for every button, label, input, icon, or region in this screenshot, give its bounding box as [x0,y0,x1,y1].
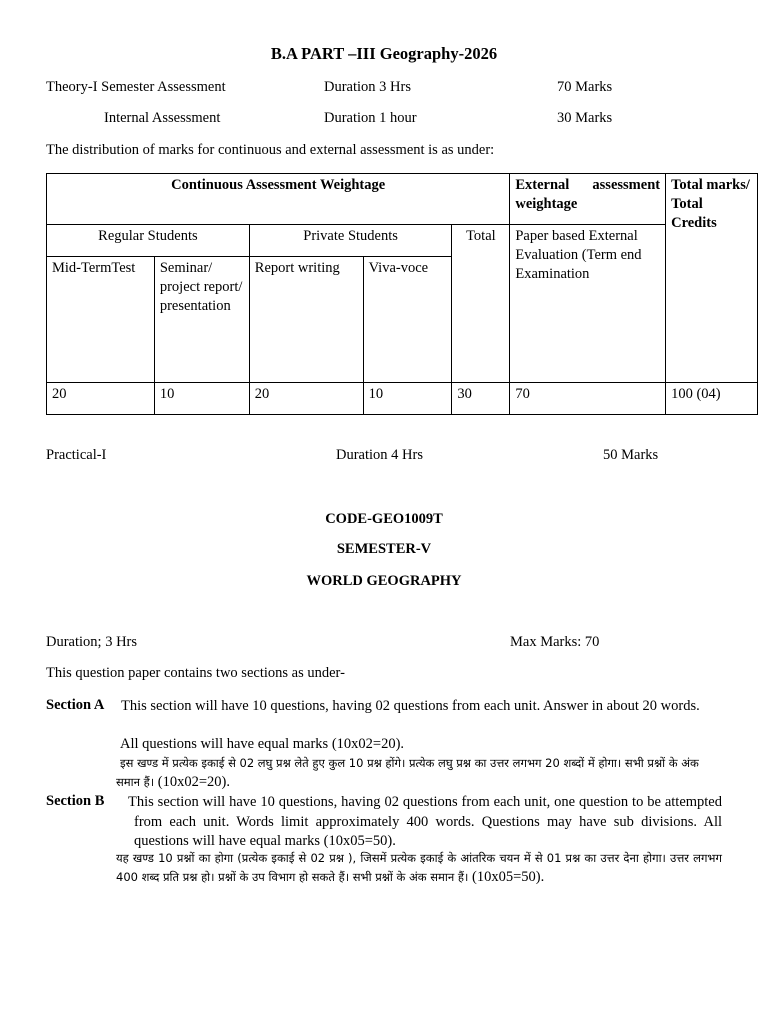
section-a-text: This section will have 10 questions, having 02 questions from each unit. Answer in about 20 words. [121,698,700,714]
paper-based-header: Paper based External Evaluation (Term end Examination [510,225,666,383]
section-b-hindi-marks: (10x05=50). [472,869,545,885]
theory-label: Theory-I Semester Assessment [46,79,226,95]
theory-duration: Duration 3 Hrs [324,79,411,95]
course-code: CODE-GEO1009T [325,511,443,527]
regular-students-header: Regular Students [47,225,250,257]
marks-table [46,173,758,415]
value-external: 70 [510,383,666,415]
section-a-hindi [116,754,708,792]
section-a-label: Section A [46,697,105,713]
subject-title: WORLD GEOGRAPHY [306,573,462,589]
continuous-header: Continuous Assessment Weightage [47,174,510,225]
midterm-header: Mid-TermTest [47,257,155,383]
value-seminar: 10 [154,383,249,415]
section-a-hindi-text: इस खण्ड में प्रत्येक इकाई से 02 लघु प्रश्न लेते हुए कुल 10 प्रश्न होंगे। प्रत्येक लघु प्रश्न का उत्तर लगभग 20 शब्दों में होगा। सभी प्रश्नों के अंक समान हैं। [116,756,699,789]
page-title: B.A PART –III Geography-2026 [270,44,498,63]
value-report: 20 [249,383,363,415]
theory-marks: 70 Marks [557,79,613,95]
exam-duration: Duration; 3 Hrs [46,634,138,650]
value-total: 30 [452,383,510,415]
total-credits-header: Total marks/ Total Credits [666,174,758,383]
seminar-header: Seminar/ project report/ presentation [154,257,249,383]
section-b-label: Section B [46,793,105,809]
private-students-header: Private Students [249,225,452,257]
value-midterm: 20 [47,383,155,415]
total-header: Total [452,225,510,383]
internal-duration: Duration 1 hour [324,110,417,126]
report-writing-header: Report writing [249,257,363,383]
section-a-hindi-marks: (10x02=20). [157,774,230,790]
practical-label: Practical-I [46,447,107,463]
section-b-hindi [116,849,722,887]
practical-marks: 50 Marks [603,447,659,463]
value-total-credits: 100 (04) [666,383,758,415]
exam-max-marks: Max Marks: 70 [510,634,600,650]
section-b-text: This section will have 10 questions, having 02 questions from each unit, one question to be attempted from each unit. Words limit approximately 400 words. Questions may have sub divisions. All questions will have equal marks (10x05=50). [128,794,722,849]
contains-text: This question paper contains two sections as under- [46,665,345,681]
section-a-marks: All questions will have equal marks (10x02=20). [120,736,405,752]
viva-voce-header: Viva-voce [363,257,452,383]
section-b-hindi-text: यह खण्ड 10 प्रश्नों का होगा (प्रत्येक इकाई से 02 प्रश्न ), जिसमें प्रत्येक इकाई के आंतरिक चयन में से 01 प्रश्न का उत्तर देना होगा। उत्तर लगभग 400 शब्द प्रति प्रश्न हो। प्रश्नों के उप विभाग हो सकते हैं। सभी प्रश्नों के अंक समान हैं। [116,851,722,884]
distribution-text: The distribution of marks for continuous and external assessment is as under: [46,142,495,158]
semester: SEMESTER-V [336,541,432,557]
value-viva: 10 [363,383,452,415]
practical-duration: Duration 4 Hrs [336,447,423,463]
external-header: External assessment weightage [510,174,666,225]
internal-label: Internal Assessment [104,110,221,126]
internal-marks: 30 Marks [557,110,613,126]
